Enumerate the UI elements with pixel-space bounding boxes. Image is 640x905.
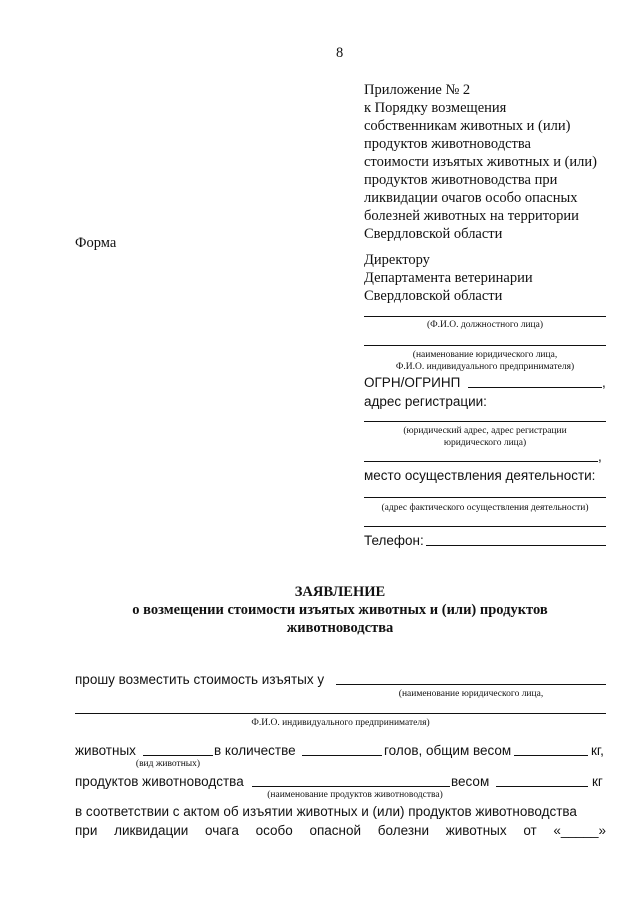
ogrn-comma: , <box>602 375 606 390</box>
act-line-2 <box>75 822 606 840</box>
addressee-line: Свердловской области <box>364 288 503 304</box>
act-line-1: в соответствии с актом об изъятии животных и (или) продуктов животноводства <box>75 804 577 819</box>
act-word: от <box>523 823 537 838</box>
document-subtitle: о возмещении стоимости изъятых животных и (или) продуктов <box>132 602 548 618</box>
ogrn-line <box>468 387 602 388</box>
appendix-line: ликвидации очагов особо опасных <box>364 190 578 206</box>
request-caption: (наименование юридического лица, <box>398 689 544 699</box>
act-word: особо <box>255 823 293 838</box>
form-label: Форма <box>75 235 117 251</box>
weight-label: весом <box>451 774 490 789</box>
entrepreneur-line <box>75 713 606 714</box>
official-name-caption: (Ф.И.О. должностного лица) <box>427 320 543 330</box>
heads-weight-label: голов, общим весом <box>384 743 512 758</box>
appendix-line: Свердловской области <box>364 226 503 242</box>
page-number: 8 <box>336 45 344 61</box>
activity-place-label: место осуществления деятельности: <box>364 468 596 483</box>
entrepreneur-caption: Ф.И.О. индивидуального предпринимателя) <box>251 718 430 728</box>
addressee-line: Департамента ветеринарии <box>364 270 533 286</box>
products-caption: (наименование продуктов животноводства) <box>267 790 443 800</box>
phone-label: Телефон: <box>364 533 424 548</box>
products-line <box>252 786 450 787</box>
addressee-line: Директору <box>364 252 430 268</box>
activity-place-line-2 <box>364 526 606 527</box>
legal-entity-line <box>364 345 606 346</box>
document-subtitle-2: животноводства <box>286 620 394 636</box>
request-text: прошу возместить стоимость изъятых у <box>75 672 325 687</box>
appendix-line: собственникам животных и (или) <box>364 118 571 134</box>
act-word: животных <box>445 823 507 838</box>
act-date-day: «_____» <box>553 823 606 838</box>
ogrn-field <box>364 374 460 392</box>
document-title: ЗАЯВЛЕНИЕ <box>294 584 386 600</box>
activity-place-line <box>364 497 606 498</box>
act-word: при <box>75 823 98 838</box>
in-quantity-label: в количестве <box>214 743 296 758</box>
appendix-line: продуктов животноводства <box>364 136 531 152</box>
phone-line <box>426 545 606 546</box>
registration-address-line-2 <box>364 461 598 462</box>
legal-address-caption-1: (юридический адрес, адрес регистрации <box>403 426 567 436</box>
request-line <box>336 684 606 685</box>
ogrn-label: ОГРН/ОГРИНП <box>364 375 461 390</box>
act-word: ликвидации <box>114 823 189 838</box>
registration-address-label: адрес регистрации: <box>364 394 487 409</box>
official-name-line <box>364 316 606 317</box>
legal-entity-caption-1: (наименование юридического лица, <box>412 350 558 360</box>
appendix-line: стоимости изъятых животных и (или) <box>364 154 597 170</box>
animals-kind-line <box>143 755 213 756</box>
appendix-line: продуктов животноводства при <box>364 172 558 188</box>
appendix-line: Приложение № 2 <box>364 82 471 98</box>
addressee-block <box>364 251 533 305</box>
legal-address-caption-2: юридического лица) <box>443 438 527 448</box>
products-label: продуктов животноводства <box>75 774 244 789</box>
weight-line <box>514 755 588 756</box>
kg-label-1: кг, <box>591 743 604 758</box>
act-word: болезни <box>377 823 429 838</box>
registration-address-line <box>364 421 606 422</box>
products-weight-line <box>496 786 588 787</box>
registration-comma: , <box>598 449 602 464</box>
appendix-block <box>364 81 597 243</box>
quantity-line <box>302 755 382 756</box>
kg-label-2: кг <box>592 774 603 789</box>
appendix-line: болезней животных на территории <box>364 208 579 224</box>
actual-address-caption: (адрес фактического осуществления деятельности) <box>381 503 589 513</box>
animal-kind-caption: (вид животных) <box>135 759 201 769</box>
act-word: опасной <box>309 823 362 838</box>
act-word: очага <box>205 823 239 838</box>
animals-label: животных <box>75 743 136 758</box>
legal-entity-caption-2: Ф.И.О. индивидуального предпринимателя) <box>395 362 575 372</box>
appendix-line: к Порядку возмещения <box>364 100 507 116</box>
